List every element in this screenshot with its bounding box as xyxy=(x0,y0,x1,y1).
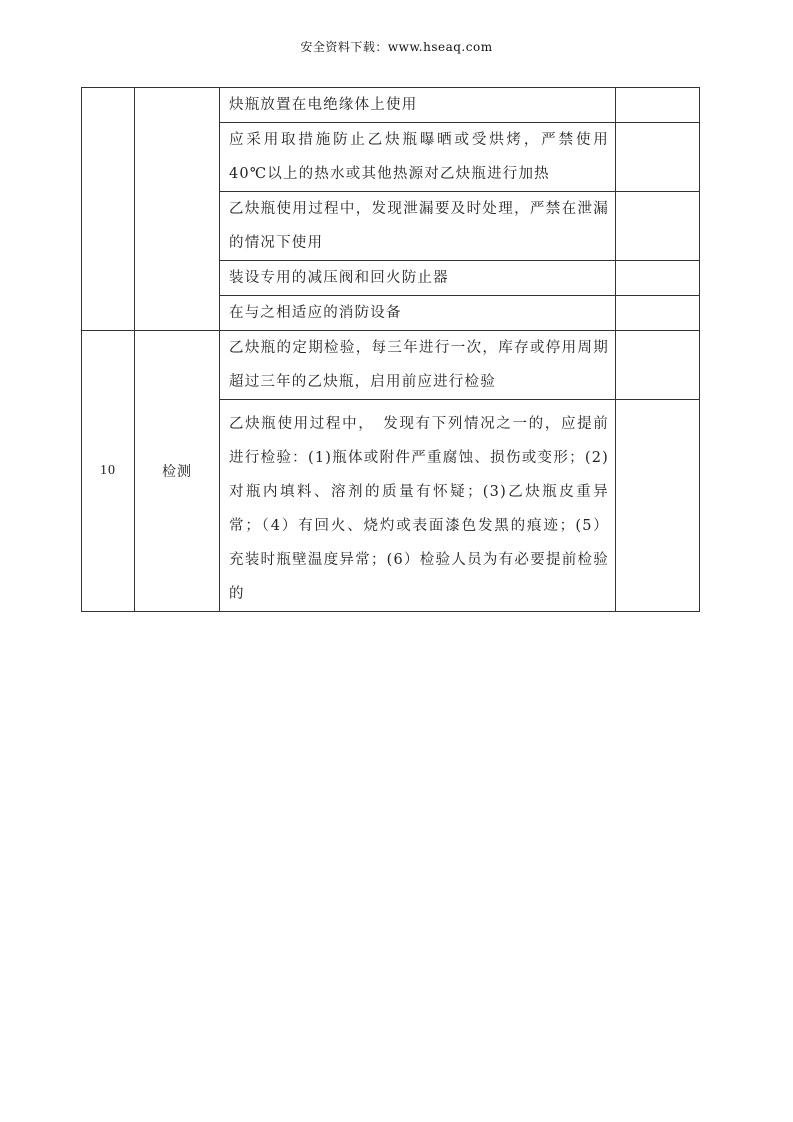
result-cell xyxy=(616,261,700,296)
table-row xyxy=(82,88,700,123)
item-number-cell xyxy=(82,88,135,331)
requirement-cell: 乙炔瓶的定期检验，每三年进行一次，库存或停用周期超过三年的乙炔瓶，启用前应进行检验 xyxy=(220,331,616,400)
requirement-cell: 在与之相适应的消防设备 xyxy=(220,296,616,331)
item-name-cell: 检测 xyxy=(135,331,220,612)
result-cell xyxy=(616,400,700,612)
page-header: 安全资料下载：www.hseaq.com xyxy=(300,40,493,54)
inspection-table xyxy=(81,87,700,612)
requirement-cell: 炔瓶放置在电绝缘体上使用 xyxy=(220,88,616,123)
item-name-cell xyxy=(135,88,220,331)
table-row xyxy=(82,331,700,400)
result-cell xyxy=(616,296,700,331)
item-number-cell: 10 xyxy=(82,331,135,612)
requirement-cell: 装设专用的减压阀和回火防止器 xyxy=(220,261,616,296)
requirement-cell: 应采用取措施防止乙炔瓶曝晒或受烘烤，严禁使用 40℃以上的热水或其他热源对乙炔瓶进行加热 xyxy=(220,123,616,192)
result-cell xyxy=(616,331,700,400)
requirement-cell: 乙炔瓶使用过程中， 发现有下列情况之一的，应提前进行检验：(1)瓶体或附件严重腐蚀、损伤或变形；(2)对瓶内填料、溶剂的质量有怀疑；(3)乙炔瓶皮重异常；（4）有回火、烧灼或表面漆色发黑的痕迹；(5）充装时瓶壁温度异常；(6）检验人员为有必要提前检验的 xyxy=(220,400,616,612)
requirement-cell: 乙炔瓶使用过程中，发现泄漏要及时处理，严禁在泄漏的情况下使用 xyxy=(220,192,616,261)
result-cell xyxy=(616,192,700,261)
result-cell xyxy=(616,123,700,192)
result-cell xyxy=(616,88,700,123)
